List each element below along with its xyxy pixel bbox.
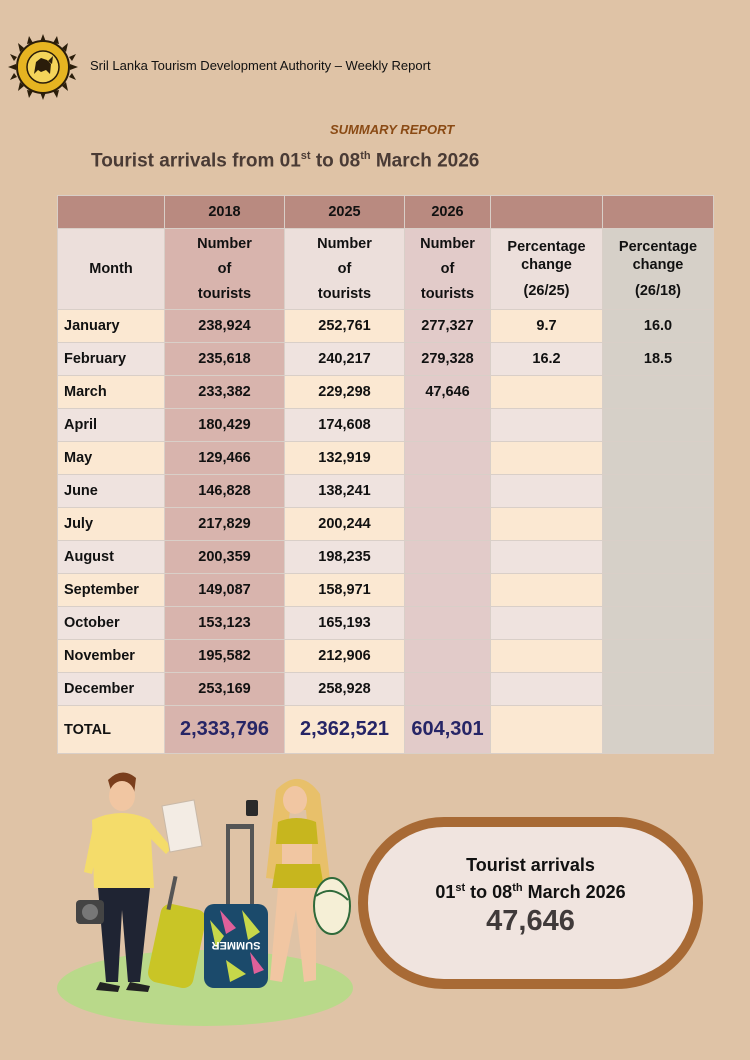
arrivals-2018-cell: 253,169 xyxy=(165,673,285,706)
tourist-arrivals-table xyxy=(57,195,714,754)
arrivals-2018-cell: 129,466 xyxy=(165,442,285,475)
arrivals-2018-cell: 149,087 xyxy=(165,574,285,607)
percentage-change-26-18-cell: 18.5 xyxy=(603,343,714,376)
arrivals-2025-cell: 229,298 xyxy=(285,376,405,409)
percentage-change-26-25-cell xyxy=(491,376,603,409)
percentage-change-26-25-cell xyxy=(491,640,603,673)
arrivals-2025-cell: 200,244 xyxy=(285,508,405,541)
table-row xyxy=(58,442,714,475)
month-cell: May xyxy=(58,442,165,475)
highlight-title: Tourist arrivals xyxy=(466,855,595,875)
arrivals-2018-cell: 153,123 xyxy=(165,607,285,640)
arrivals-2026-cell xyxy=(405,574,491,607)
percentage-change-26-18-cell xyxy=(603,640,714,673)
report-title: Tourist arrivals from 01st to 08th March 2026 xyxy=(91,150,480,172)
total-2018: 2,333,796 xyxy=(165,706,285,754)
total-label: TOTAL xyxy=(58,706,165,754)
total-2025: 2,362,521 xyxy=(285,706,405,754)
month-cell: March xyxy=(58,376,165,409)
percentage-change-header-26-18: Percentage change (26/18) xyxy=(603,229,714,310)
percentage-change-26-18-cell xyxy=(603,508,714,541)
percentage-change-26-18-cell xyxy=(603,541,714,574)
arrivals-2018-cell: 217,829 xyxy=(165,508,285,541)
arrivals-2026-cell xyxy=(405,541,491,574)
arrivals-2018-cell: 146,828 xyxy=(165,475,285,508)
luggage-text: SUMMER xyxy=(211,939,261,951)
arrivals-2026-cell: 47,646 xyxy=(405,376,491,409)
table-row xyxy=(58,343,714,376)
percentage-change-26-25-cell: 9.7 xyxy=(491,310,603,343)
arrivals-2026-cell: 279,328 xyxy=(405,343,491,376)
percentage-change-26-25-cell xyxy=(491,409,603,442)
month-header: Month xyxy=(58,229,165,310)
month-cell: December xyxy=(58,673,165,706)
year-2025-header: 2025 xyxy=(285,196,405,229)
arrivals-2025-cell: 174,608 xyxy=(285,409,405,442)
arrivals-2025-cell: 258,928 xyxy=(285,673,405,706)
table-row xyxy=(58,607,714,640)
percentage-change-26-25-cell xyxy=(491,607,603,640)
table-row xyxy=(58,310,714,343)
month-rows xyxy=(58,310,714,706)
table-row xyxy=(58,376,714,409)
arrivals-2018-cell: 235,618 xyxy=(165,343,285,376)
percentage-change-26-25-cell xyxy=(491,574,603,607)
arrivals-2026-cell: 277,327 xyxy=(405,310,491,343)
table-row xyxy=(58,574,714,607)
arrivals-2018-cell: 195,582 xyxy=(165,640,285,673)
number-of-tourists-header-2018: Number of tourists xyxy=(165,229,285,310)
percentage-change-26-25-cell xyxy=(491,508,603,541)
year-2026-header: 2026 xyxy=(405,196,491,229)
arrivals-2025-cell: 132,919 xyxy=(285,442,405,475)
column-header-row xyxy=(58,229,714,310)
month-cell: January xyxy=(58,310,165,343)
arrivals-2026-cell xyxy=(405,508,491,541)
percentage-change-26-18-cell: 16.0 xyxy=(603,310,714,343)
arrivals-2025-cell: 252,761 xyxy=(285,310,405,343)
month-cell: April xyxy=(58,409,165,442)
highlight-arrivals-value: 47,646 xyxy=(486,905,575,937)
total-2026: 604,301 xyxy=(405,706,491,754)
arrivals-2025-cell: 240,217 xyxy=(285,343,405,376)
travelers-illustration-icon xyxy=(50,760,360,1030)
month-cell: July xyxy=(58,508,165,541)
arrivals-2026-cell xyxy=(405,673,491,706)
arrivals-2025-cell: 158,971 xyxy=(285,574,405,607)
month-cell: August xyxy=(58,541,165,574)
percentage-change-26-25-cell xyxy=(491,475,603,508)
percentage-change-26-18-cell xyxy=(603,574,714,607)
year-2018-header: 2018 xyxy=(165,196,285,229)
percentage-change-26-18-cell xyxy=(603,409,714,442)
arrivals-2018-cell: 238,924 xyxy=(165,310,285,343)
month-cell: November xyxy=(58,640,165,673)
arrivals-2025-cell: 165,193 xyxy=(285,607,405,640)
total-row xyxy=(58,706,714,754)
number-of-tourists-header-2025: Number of tourists xyxy=(285,229,405,310)
month-cell: February xyxy=(58,343,165,376)
report-header xyxy=(8,34,528,100)
arrivals-2025-cell: 198,235 xyxy=(285,541,405,574)
arrivals-2018-cell: 200,359 xyxy=(165,541,285,574)
percentage-change-26-18-cell xyxy=(603,442,714,475)
percentage-change-26-25-cell: 16.2 xyxy=(491,343,603,376)
month-cell: September xyxy=(58,574,165,607)
table-row xyxy=(58,541,714,574)
arrivals-2018-cell: 180,429 xyxy=(165,409,285,442)
table-row xyxy=(58,409,714,442)
arrivals-2025-cell: 138,241 xyxy=(285,475,405,508)
arrivals-2026-cell xyxy=(405,607,491,640)
percentage-change-26-18-cell xyxy=(603,376,714,409)
number-of-tourists-header-2026: Number of tourists xyxy=(405,229,491,310)
table-row xyxy=(58,673,714,706)
arrivals-2026-cell xyxy=(405,475,491,508)
percentage-change-header-26-25: Percentage change (26/25) xyxy=(491,229,603,310)
arrivals-2018-cell: 233,382 xyxy=(165,376,285,409)
arrivals-2025-cell: 212,906 xyxy=(285,640,405,673)
table-row xyxy=(58,475,714,508)
percentage-change-26-25-cell xyxy=(491,541,603,574)
organization-title: Sril Lanka Tourism Development Authority – Weekly Report xyxy=(90,58,431,73)
percentage-change-26-18-cell xyxy=(603,673,714,706)
arrivals-2026-cell xyxy=(405,640,491,673)
percentage-change-26-18-cell xyxy=(603,607,714,640)
percentage-change-26-18-cell xyxy=(603,475,714,508)
month-cell: June xyxy=(58,475,165,508)
sri-lanka-tourism-seal-icon xyxy=(8,34,78,100)
table-row xyxy=(58,640,714,673)
percentage-change-26-25-cell xyxy=(491,442,603,475)
summary-report-label: SUMMARY REPORT xyxy=(330,122,455,137)
highlight-arrivals-box xyxy=(358,817,703,989)
month-cell: October xyxy=(58,607,165,640)
table-row xyxy=(58,508,714,541)
highlight-date-range: 01st to 08th March 2026 xyxy=(435,882,626,902)
year-header-row xyxy=(58,196,714,229)
percentage-change-26-25-cell xyxy=(491,673,603,706)
arrivals-2026-cell xyxy=(405,442,491,475)
arrivals-2026-cell xyxy=(405,409,491,442)
